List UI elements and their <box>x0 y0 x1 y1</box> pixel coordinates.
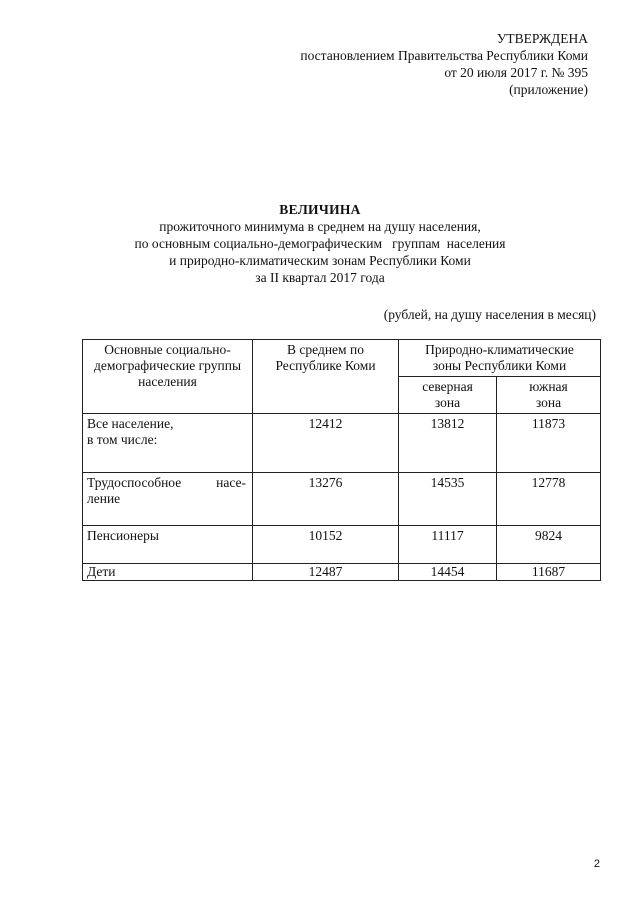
row-name-part1: Трудоспособное <box>87 475 182 490</box>
title-line-2: прожиточного минимума в среднем на душу населения, <box>159 219 481 234</box>
table-row <box>83 564 601 581</box>
table-row <box>83 473 601 526</box>
header-north: северная зона <box>399 377 497 414</box>
header-zones: Природно-климатические зоны Республики Коми <box>399 340 601 377</box>
cell-average: 10152 <box>253 526 399 564</box>
title-line-5: за II квартал 2017 года <box>255 270 385 285</box>
row-name <box>83 473 253 526</box>
cell-average: 12487 <box>253 564 399 581</box>
cell-north: 13812 <box>399 414 497 473</box>
page-number: 2 <box>593 858 600 870</box>
title-line-3: по основным социально-демографическим группам населения <box>134 236 506 251</box>
cell-average: 12412 <box>253 414 399 473</box>
header-average: В среднем по Республике Коми <box>253 340 399 414</box>
subsistence-table <box>82 339 601 581</box>
row-name <box>83 414 253 473</box>
cell-north: 11117 <box>399 526 497 564</box>
cell-south: 11873 <box>497 414 601 473</box>
row-name: Дети <box>83 564 253 581</box>
approval-date: от 20 июля 2017 г. № 395 <box>444 65 588 80</box>
units-note: (рублей, на душу населения в месяц) <box>383 307 596 322</box>
table-row <box>83 414 601 473</box>
row-name-line1: Все население, <box>87 416 174 431</box>
row-name-part2: насе- <box>216 475 246 490</box>
row-name-line2: ление <box>87 491 121 506</box>
cell-north: 14535 <box>399 473 497 526</box>
cell-north: 14454 <box>399 564 497 581</box>
approval-appendix: (приложение) <box>509 82 588 97</box>
cell-south: 9824 <box>497 526 601 564</box>
cell-average: 13276 <box>253 473 399 526</box>
approval-decree: постановлением Правительства Республики Коми <box>300 48 588 63</box>
title-line-4: и природно-климатическим зонам Республики Коми <box>169 253 471 268</box>
cell-south: 12778 <box>497 473 601 526</box>
row-name: Пенсионеры <box>83 526 253 564</box>
table-row <box>83 526 601 564</box>
header-group: Основные социально-демографические группы населения <box>83 340 253 414</box>
document-title <box>0 201 640 286</box>
approval-stamp <box>300 30 588 98</box>
title-main: ВЕЛИЧИНА <box>279 202 361 217</box>
cell-south: 11687 <box>497 564 601 581</box>
row-name-line2: в том числе: <box>87 432 158 447</box>
header-south: южная зона <box>497 377 601 414</box>
approval-title: УТВЕРЖДЕНА <box>496 31 588 46</box>
row-name-line1 <box>87 475 246 491</box>
